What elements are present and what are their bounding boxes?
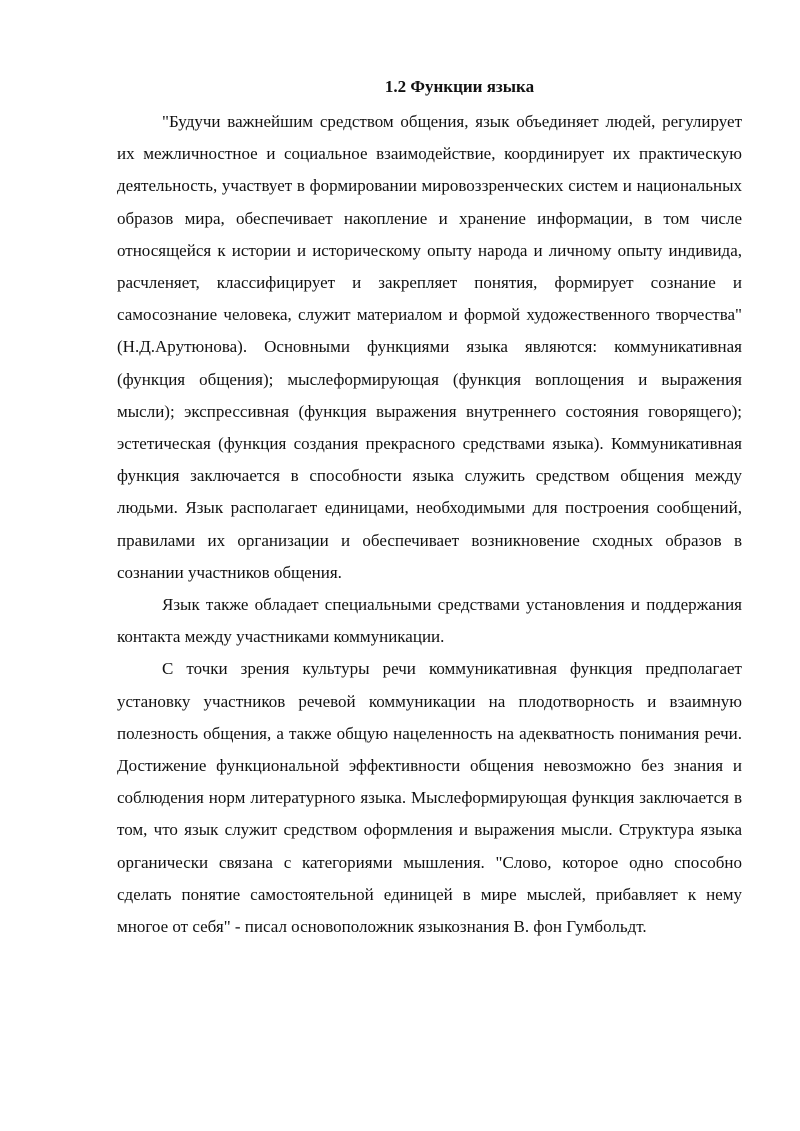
document-body [117,74,742,943]
paragraph-1: "Будучи важнейшим средством общения, язык объединяет людей, регулирует их межличностное и социальное взаимодействие, координирует их практическую деятельность, участвует в формировании мировоззренческих систем и национальных образов мира, обеспечивает накопление и хранение информации, в том числе относящейся к истории и историческому опыту народа и личному опыту индивида, расчленяет, классифицирует и закрепляет понятия, формирует сознание и самосознание человека, служит материалом и формой художественного творчества" (Н.Д.Арутюнова). Основными функциями языка являются: коммуникативная (функция общения); мыслеформирующая (функция воплощения и выражения мысли); экспрессивная (функция выражения внутреннего состояния говорящего); эстетическая (функция создания прекрасного средствами языка). Коммуникативная функция заключается в способности языка служить средством общения между людьми. Язык располагает единицами, необходимыми для построения сообщений, правилами их организации и обеспечивает возникновение сходных образов в сознании участников общения. [117,112,742,582]
paragraph-2: Язык также обладает специальными средствами установления и поддержания контакта между участниками коммуникации. [117,595,742,647]
paragraph-3: С точки зрения культуры речи коммуникативная функция предполагает установку участников речевой коммуникации на плодотворность и взаимную полезность общения, а также общую нацеленность на адекватность понимания речи. Достижение функциональной эффективности общения невозможно без знания и соблюдения норм литературного языка. Мыслеформирующая функция заключается в том, что язык служит средством оформления и выражения мысли. Структура языка органически связана с категориями мышления. "Слово, которое одно способно сделать понятие самостоятельной единицей в мире мыслей, прибавляет к нему многое от себя" - писал основоположник языкознания В. фон Гумбольдт. [117,659,742,937]
section-heading: 1.2 Функции языка [384,77,535,96]
